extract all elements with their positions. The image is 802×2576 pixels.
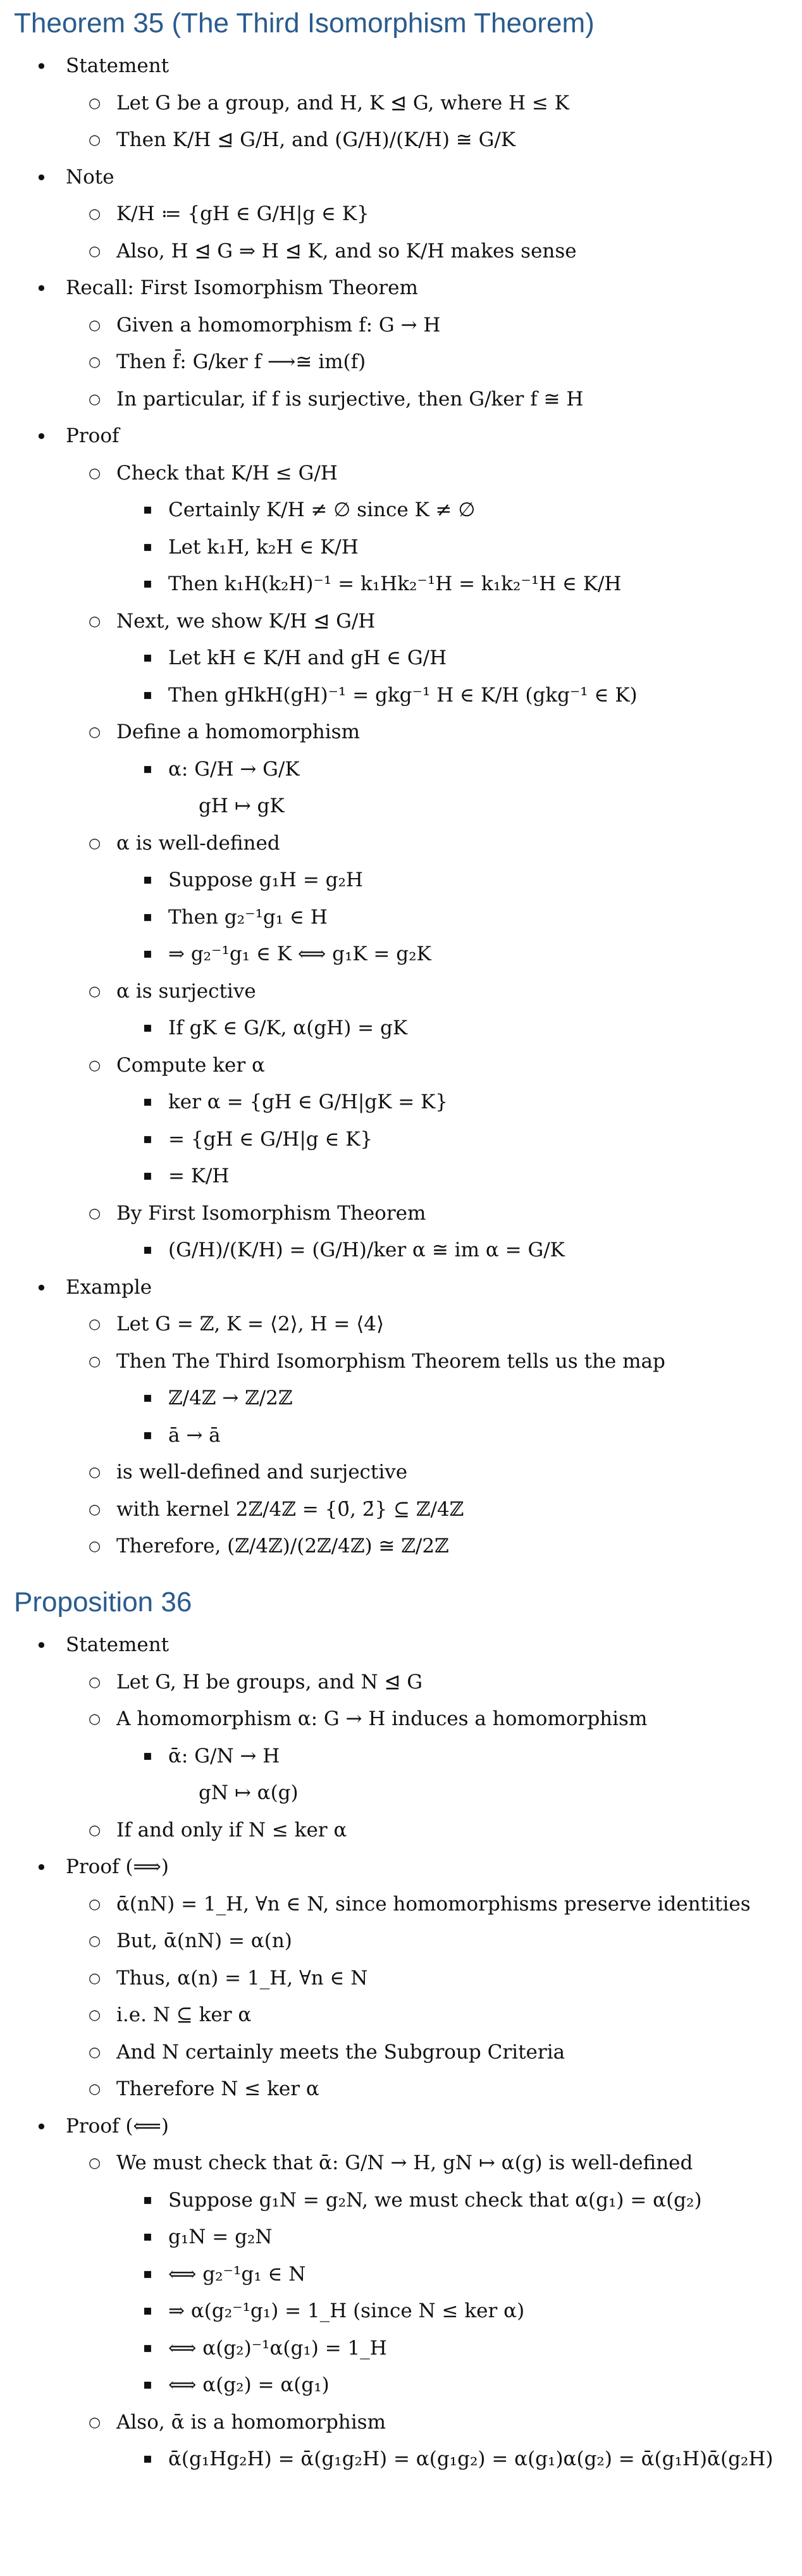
sub-sub-bullet-item: ▪ ker α = {gH ∈ G/H|gK = K} <box>168 1091 448 1114</box>
sub-bullet-item: ○ Therefore N ≤ ker α <box>116 2078 319 2101</box>
proposition-heading: Proposition 36 <box>14 1587 192 1618</box>
sub-sub-bullet-item: ▪ ⟺ α(g₂)⁻¹α(g₁) = 1_H <box>168 2338 387 2360</box>
sub-sub-bullet-item: ▪ ᾱ(g₁Hg₂H) = ᾱ(g₁g₂H) = α(g₁g₂) = α(g₁)α(g₂) = ᾱ(g₁H)ᾱ(g₂H) <box>168 2448 773 2471</box>
sub-bullet-item: ○ Then The Third Isomorphism Theorem tells us the map <box>116 1351 665 1373</box>
sub-sub-bullet-item: ▪ = K/H <box>168 1165 229 1188</box>
sub-bullet-item: ○ In particular, if f is surjective, then G/ker f ≅ H <box>116 388 583 411</box>
sub-sub-bullet-item: ▪ Certainly K/H ≠ ∅ since K ≠ ∅ <box>168 499 475 522</box>
sub-sub-bullet-item: ▪ ā → ā <box>168 1425 221 1447</box>
sub-bullet-item: ○ We must check that ᾱ: G/N → H, gN ↦ α(g) is well-defined <box>116 2152 693 2175</box>
sub-bullet-item: ○ K/H ≔ {gH ∈ G/H|g ∈ K} <box>116 203 369 226</box>
sub-bullet-item: ○ By First Isomorphism Theorem <box>116 1203 426 1225</box>
sub-bullet-item: ○ ᾱ(nN) = 1_H, ∀n ∈ N, since homomorphisms preserve identities <box>116 1893 751 1916</box>
sub-bullet-item: ○ And N certainly meets the Subgroup Criteria <box>116 2041 565 2064</box>
bullet-item: • Recall: First Isomorphism Theorem <box>66 277 418 300</box>
sub-bullet-item: ○ α is surjective <box>116 981 256 1003</box>
sub-sub-bullet-item: ▪ ⇒ g₂⁻¹g₁ ∈ K ⟺ g₁K = g₂K <box>168 943 431 966</box>
sub-sub-bullet-item: ▪ If gK ∈ G/K, α(gH) = gK <box>168 1017 407 1040</box>
sub-bullet-item: ○ Also, H ⊴ G ⇒ H ⊴ K, and so K/H makes sense <box>116 240 577 263</box>
sub-sub-bullet-item: ▪ ⇒ α(g₂⁻¹g₁) = 1_H (since N ≤ ker α) <box>168 2300 524 2323</box>
sub-bullet-item: ○ Let G be a group, and H, K ⊴ G, where H ≤ K <box>116 92 569 115</box>
sub-bullet-item: ○ If and only if N ≤ ker α <box>116 1819 347 1842</box>
sub-bullet-item: ○ i.e. N ⊆ ker α <box>116 2004 251 2027</box>
continuation-line: gN ↦ α(g) <box>199 1781 299 1804</box>
sub-bullet-item: ○ A homomorphism α: G → H induces a homomorphism <box>116 1708 647 1731</box>
sub-sub-bullet-item: ▪ Suppose g₁H = g₂H <box>168 869 363 892</box>
sub-sub-bullet-item: ▪ α: G/H → G/K <box>168 759 300 781</box>
sub-sub-bullet-item: ▪ Then gHkH(gH)⁻¹ = gkg⁻¹ H ∈ K/H (gkg⁻¹ ∈ K) <box>168 684 638 707</box>
bullet-item: • Statement <box>66 55 169 78</box>
sub-sub-bullet-item: ▪ Let k₁H, k₂H ∈ K/H <box>168 536 359 559</box>
sub-bullet-item: ○ Let G, H be groups, and N ⊴ G <box>116 1671 423 1694</box>
sub-sub-bullet-item: ▪ g₁N = g₂N <box>168 2226 272 2249</box>
sub-bullet-item: ○ Then f̄: G/ker f ⟶≅ im(f) <box>116 351 366 374</box>
continuation-line: gH ↦ gK <box>199 795 285 817</box>
sub-bullet-item: ○ Therefore, (ℤ/4ℤ)/(2ℤ/4ℤ) ≅ ℤ/2ℤ <box>116 1535 449 1558</box>
sub-sub-bullet-item: ▪ Then g₂⁻¹g₁ ∈ H <box>168 907 328 929</box>
sub-bullet-item: ○ Let G = ℤ, K = ⟨2⟩, H = ⟨4⟩ <box>116 1313 384 1336</box>
bullet-item: • Note <box>66 166 114 189</box>
sub-bullet-item: ○ Check that K/H ≤ G/H <box>116 462 338 485</box>
sub-sub-bullet-item: ▪ ℤ/4ℤ → ℤ/2ℤ <box>168 1387 293 1410</box>
sub-bullet-item: ○ But, ᾱ(nN) = α(n) <box>116 1930 292 1953</box>
bullet-item: • Example <box>66 1277 152 1299</box>
bullet-item: • Statement <box>66 1634 169 1657</box>
sub-bullet-item: ○ Define a homomorphism <box>116 721 360 744</box>
sub-bullet-item: ○ with kernel 2ℤ/4ℤ = {0̄, 2̄} ⊆ ℤ/4ℤ <box>116 1499 464 1521</box>
bullet-item: • Proof <box>66 425 119 448</box>
sub-bullet-item: ○ Given a homomorphism f: G → H <box>116 314 440 337</box>
sub-bullet-item: ○ α is well-defined <box>116 833 280 855</box>
bullet-item: • Proof (⟹) <box>66 1856 169 1879</box>
sub-sub-bullet-item: ▪ ᾱ: G/N → H <box>168 1745 280 1768</box>
sub-bullet-item: ○ Also, ᾱ is a homomorphism <box>116 2412 386 2434</box>
sub-sub-bullet-item: ▪ Suppose g₁N = g₂N, we must check that α(g₁) = α(g₂) <box>168 2189 702 2212</box>
sub-bullet-item: ○ is well-defined and surjective <box>116 1461 407 1484</box>
theorem-heading: Theorem 35 (The Third Isomorphism Theorem) <box>14 8 595 39</box>
sub-bullet-item: ○ Compute ker α <box>116 1055 265 1077</box>
sub-sub-bullet-item: ▪ ⟺ g₂⁻¹g₁ ∈ N <box>168 2263 305 2286</box>
sub-sub-bullet-item: ▪ = {gH ∈ G/H|g ∈ K} <box>168 1129 373 1151</box>
sub-sub-bullet-item: ▪ ⟺ α(g₂) = α(g₁) <box>168 2374 330 2397</box>
sub-sub-bullet-item: ▪ Let kH ∈ K/H and gH ∈ G/H <box>168 647 447 670</box>
sub-bullet-item: ○ Next, we show K/H ⊴ G/H <box>116 610 375 633</box>
sub-sub-bullet-item: ▪ Then k₁H(k₂H)⁻¹ = k₁Hk₂⁻¹H = k₁k₂⁻¹H ∈ K/H <box>168 573 621 596</box>
bullet-item: • Proof (⟸) <box>66 2115 169 2138</box>
sub-bullet-item: ○ Then K/H ⊴ G/H, and (G/H)/(K/H) ≅ G/K <box>116 129 515 152</box>
sub-bullet-item: ○ Thus, α(n) = 1_H, ∀n ∈ N <box>116 1967 367 1990</box>
sub-sub-bullet-item: ▪ (G/H)/(K/H) = (G/H)/ker α ≅ im α = G/K <box>168 1239 565 1262</box>
